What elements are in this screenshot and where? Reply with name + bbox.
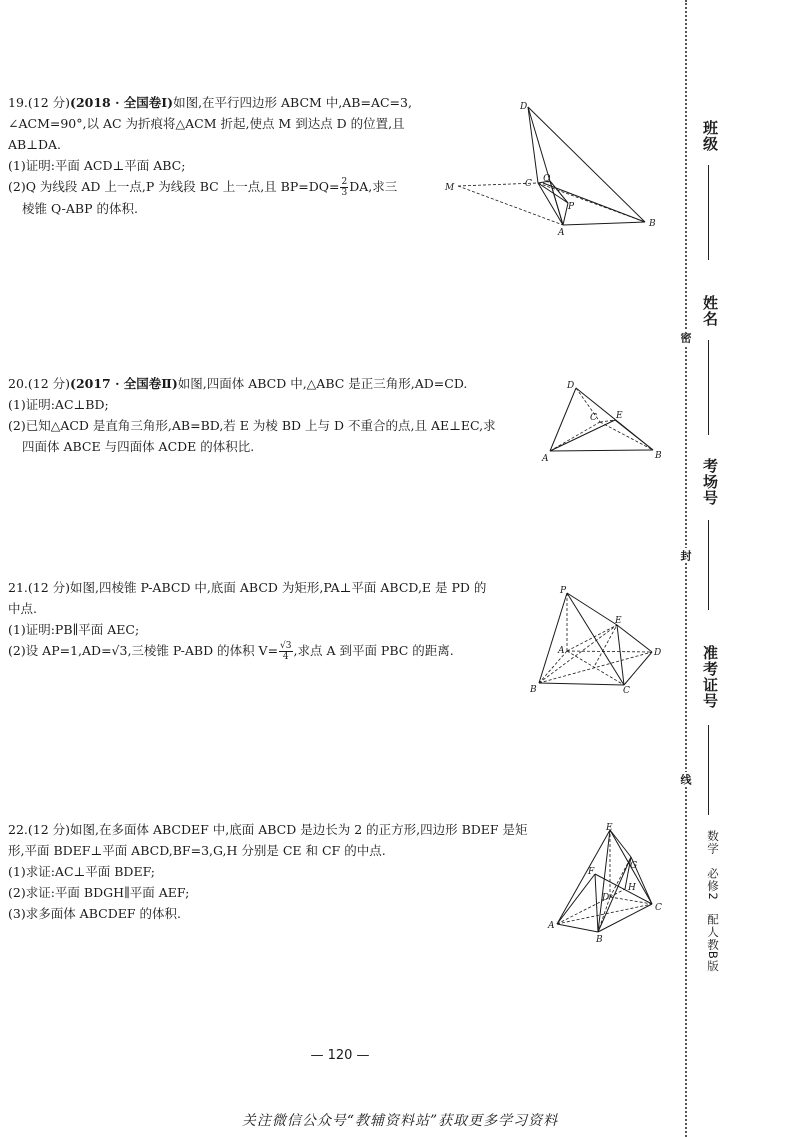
q19-label-a: A xyxy=(558,228,565,238)
q19-fraction-num: 2 xyxy=(341,177,348,187)
q22-label-h: H xyxy=(628,883,636,893)
q19-stem-line2: ∠ACM=90°,以 AC 为折痕将△ACM 折起,使点 M 到达点 D 的位置,且 xyxy=(8,116,405,131)
q21-fraction-den: 4 xyxy=(282,652,289,662)
q20-part2-line2: 四面体 ABCE 与四面体 ACDE 的体积比. xyxy=(22,439,255,454)
q21-label-e: E xyxy=(615,616,622,626)
class-label: 班级 xyxy=(701,120,719,152)
q21-stem-line1: 如图,四棱锥 P-ABCD 中,底面 ABCD 为矩形,PA⊥平面 ABCD,E 是 PD 的 xyxy=(70,580,487,595)
page-number: — 120 — xyxy=(310,1048,370,1063)
q22-score: (12 分) xyxy=(27,822,71,837)
q19-part1: (1)证明:平面 ACD⊥平面 ABC; xyxy=(8,158,186,173)
q22-stem-line2: 形,平面 BDEF⊥平面 ABCD,BF=3,G,H 分别是 CE 和 CF 的中点. xyxy=(8,843,386,858)
exam-room-fill-line[interactable] xyxy=(708,520,709,610)
q22-label-c: C xyxy=(655,903,662,913)
question-19 xyxy=(8,92,412,219)
question-21 xyxy=(8,577,486,662)
q19-score: (12 分) xyxy=(27,95,71,110)
q19-number: 19. xyxy=(8,95,28,110)
q21-part2-tail: ,求点 A 到平面 PBC 的距离. xyxy=(293,643,454,658)
q21-fraction xyxy=(279,641,292,662)
q20-label-b: B xyxy=(655,451,662,461)
q21-fraction-num: √3 xyxy=(280,641,292,651)
class-fill-line[interactable] xyxy=(708,165,709,260)
q22-label-b: B xyxy=(596,935,603,945)
q20-source: (2017 · 全国卷Ⅱ) xyxy=(70,376,178,391)
q20-label-e: E xyxy=(616,411,623,421)
q21-part1: (1)证明:PB∥平面 AEC; xyxy=(8,622,140,637)
seal-mark-mi: 密 xyxy=(679,332,692,343)
q20-stem: 如图,四面体 ABCD 中,△ABC 是正三角形,AD=CD. xyxy=(177,376,468,391)
q19-label-q: Q xyxy=(543,174,551,184)
subject-label: 数学 必修2 配人教B版 xyxy=(706,830,720,973)
q21-figure xyxy=(527,585,667,695)
q22-part3: (3)求多面体 ABCDEF 的体积. xyxy=(8,906,181,921)
q21-label-a: A xyxy=(558,646,565,656)
q21-label-d: D xyxy=(654,648,662,658)
q22-label-d: D xyxy=(602,893,610,903)
q19-part2-text: (2)Q 为线段 AD 上一点,P 为线段 BC 上一点,且 BP=DQ= xyxy=(8,179,340,194)
q19-figure xyxy=(440,95,670,245)
q20-figure xyxy=(540,378,670,468)
q22-label-e: E xyxy=(606,823,613,833)
q19-label-m: M xyxy=(445,183,455,193)
name-fill-line[interactable] xyxy=(708,340,709,435)
q20-score: (12 分) xyxy=(27,376,71,391)
q19-label-d: D xyxy=(520,102,528,112)
q21-label-c: C xyxy=(623,686,630,696)
q21-number: 21. xyxy=(8,580,28,595)
q19-fraction-den: 3 xyxy=(341,188,348,198)
q22-number: 22. xyxy=(8,822,28,837)
ticket-number-fill-line[interactable] xyxy=(708,725,709,815)
q21-label-b: B xyxy=(530,685,537,695)
q20-label-d: D xyxy=(567,381,575,391)
q20-label-c: C xyxy=(590,413,597,423)
q22-stem-line1: 如图,在多面体 ABCDEF 中,底面 ABCD 是边长为 2 的正方形,四边形 BDEF 是矩 xyxy=(70,822,528,837)
name-label: 姓名 xyxy=(701,295,719,327)
seal-mark-feng: 封 xyxy=(679,550,692,561)
q21-part2-text: (2)设 AP=1,AD=√3,三棱锥 P-ABD 的体积 V= xyxy=(8,643,279,658)
exam-room-label: 考场号 xyxy=(701,458,719,506)
q20-number: 20. xyxy=(8,376,28,391)
q22-part2: (2)求证:平面 BDGH∥平面 AEF; xyxy=(8,885,190,900)
q21-stem-line2: 中点. xyxy=(8,601,37,616)
q19-source: (2018 · 全国卷Ⅰ) xyxy=(70,95,174,110)
question-22 xyxy=(8,819,528,924)
q19-label-c: C xyxy=(525,179,532,189)
question-20 xyxy=(8,373,496,457)
q20-part2: (2)已知△ACD 是直角三角形,AB=BD,若 E 为棱 BD 上与 D 不重合的点,且 AE⊥EC,求 xyxy=(8,418,496,433)
binding-dotted-line xyxy=(685,0,687,1137)
q21-score: (12 分) xyxy=(27,580,71,595)
q19-part2-tail: DA,求三 xyxy=(349,179,398,194)
q19-label-b: B xyxy=(649,219,656,229)
q19-stem-line1: 如图,在平行四边形 ABCM 中,AB=AC=3, xyxy=(173,95,412,110)
q22-figure xyxy=(545,822,675,947)
q22-label-a: A xyxy=(548,921,555,931)
q20-label-a: A xyxy=(542,454,549,464)
q22-label-g: G xyxy=(630,861,638,871)
q22-part1: (1)求证:AC⊥平面 BDEF; xyxy=(8,864,156,879)
q20-part1: (1)证明:AC⊥BD; xyxy=(8,397,109,412)
q19-label-p: P xyxy=(568,202,575,212)
ticket-number-label: 准考证号 xyxy=(701,645,719,709)
q22-label-f: F xyxy=(588,867,595,877)
q19-fraction xyxy=(340,177,348,198)
q19-stem-line3: AB⊥DA. xyxy=(8,137,61,152)
q19-part2-line2: 棱锥 Q-ABP 的体积. xyxy=(22,201,138,216)
q21-label-p: P xyxy=(560,586,567,596)
footer-note: 关注微信公众号“教辅资料站”获取更多学习资料 xyxy=(241,1113,559,1129)
seal-mark-xian: 线 xyxy=(679,774,692,785)
